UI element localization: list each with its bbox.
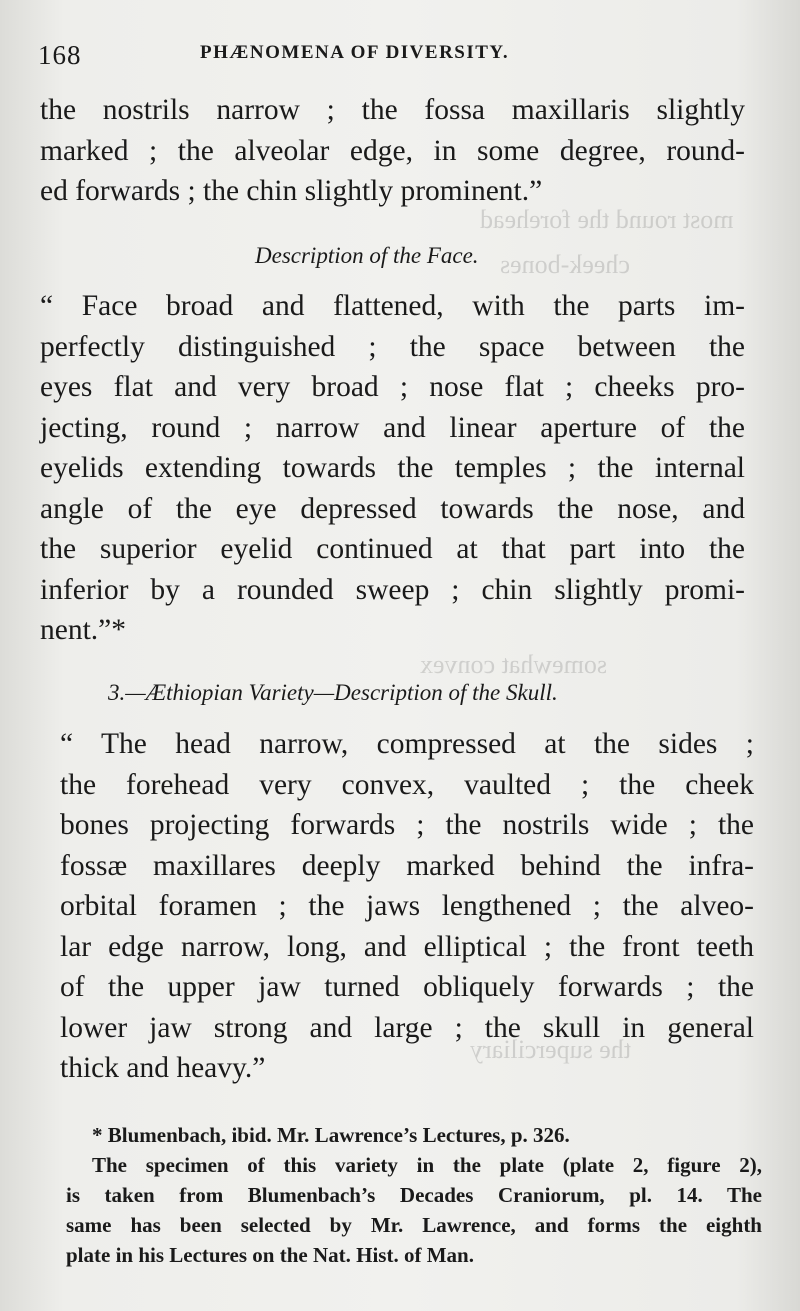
- show-through-text: most round the forehead: [480, 205, 734, 234]
- footnote-line: is taken from Blumenbach’s Decades Craniorum, pl. 14. The: [66, 1183, 762, 1207]
- text-line: the forehead very convex, vaulted ; the cheek: [60, 768, 754, 801]
- paragraph-aethiopian-skull: [60, 724, 754, 1089]
- section-caption-aethiopian: 3.—Æthiopian Variety—Description of the Skull.: [108, 680, 558, 705]
- text-line: the nostrils narrow ; the fossa maxillaris slightly: [40, 94, 745, 126]
- footnote-line: The specimen of this variety in the plate (plate 2, figure 2),: [92, 1153, 762, 1177]
- text-line: lower jaw strong and large ; the skull in general: [60, 1011, 754, 1044]
- footnote-line: plate in his Lectures on the Nat. Hist. of Man.: [66, 1243, 474, 1267]
- text-line: of the upper jaw turned obliquely forwards ; the: [60, 971, 754, 1003]
- footnote-reference: * Blumenbach, ibid. Mr. Lawrence’s Lectures, p. 326.: [92, 1123, 570, 1147]
- text-line: perfectly distinguished ; the space between the: [40, 330, 745, 363]
- text-line: lar edge narrow, long, and elliptical ; the front teeth: [60, 930, 754, 963]
- text-line: orbital foramen ; the jaws lengthened ; the alveo-: [60, 890, 754, 922]
- text-line: the superior eyelid continued at that part into the: [40, 533, 745, 565]
- show-through-text: cheek-bones: [500, 250, 630, 279]
- text-line: marked ; the alveolar edge, in some degree, round-: [40, 134, 745, 167]
- footnotes: [66, 1120, 762, 1270]
- text-line: inferior by a rounded sweep ; chin slightly promi-: [40, 573, 745, 606]
- section-caption-face: Description of the Face.: [255, 243, 479, 268]
- text-line: eyes flat and very broad ; nose flat ; cheeks pro-: [40, 371, 745, 403]
- running-head: PHÆNOMENA OF DIVERSITY.: [200, 42, 510, 63]
- text-line: “ Face broad and flattened, with the parts im-: [40, 290, 745, 322]
- text-line: jecting, round ; narrow and linear aperture of the: [40, 411, 745, 444]
- text-line: “ The head narrow, compressed at the sides ;: [60, 728, 754, 760]
- footnote-line: same has been selected by Mr. Lawrence, and forms the eighth: [66, 1213, 762, 1237]
- text-line: fossæ maxillares deeply marked behind the infra-: [60, 849, 754, 882]
- paragraph-skull-end: [40, 90, 745, 212]
- show-through-text: somewhat convex: [420, 650, 608, 679]
- show-through-text: the superciliary: [470, 1035, 631, 1064]
- text-line: nent.”*: [40, 614, 127, 646]
- text-line: ed forwards ; the chin slightly prominent.”: [40, 175, 543, 207]
- text-line: bones projecting forwards ; the nostrils wide ; the: [60, 809, 754, 841]
- page-number: 168: [38, 40, 82, 70]
- text-line: eyelids extending towards the temples ; the internal: [40, 452, 745, 484]
- text-line: angle of the eye depressed towards the nose, and: [40, 492, 745, 525]
- text-line: thick and heavy.”: [60, 1052, 266, 1084]
- paragraph-face-description: [40, 286, 745, 651]
